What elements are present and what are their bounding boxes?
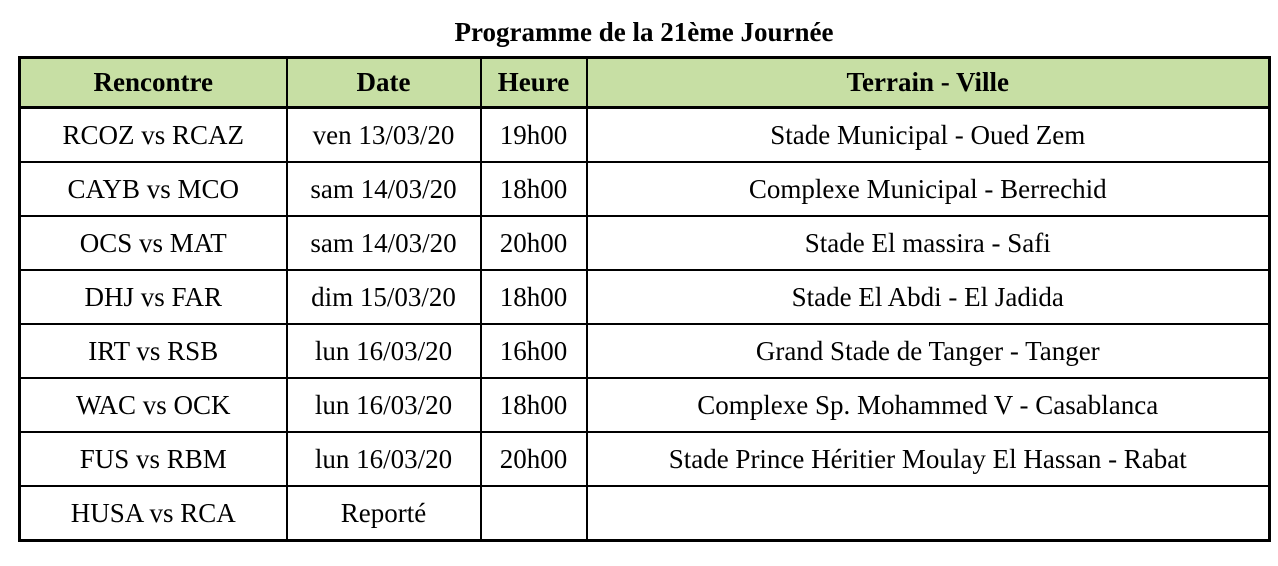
venue-cell: Stade Prince Héritier Moulay El Hassan - Rabat xyxy=(587,432,1270,486)
date-cell: Reporté xyxy=(287,486,481,541)
time-cell xyxy=(481,486,587,541)
venue-cell: Complexe Sp. Mohammed V - Casablanca xyxy=(587,378,1270,432)
date-cell: dim 15/03/20 xyxy=(287,270,481,324)
time-cell: 20h00 xyxy=(481,432,587,486)
schedule-table xyxy=(18,56,1271,542)
date-cell: lun 16/03/20 xyxy=(287,432,481,486)
table-row xyxy=(20,108,1270,163)
table-row xyxy=(20,378,1270,432)
match-cell: CAYB vs MCO xyxy=(20,162,287,216)
time-cell: 19h00 xyxy=(481,108,587,163)
time-cell: 18h00 xyxy=(481,270,587,324)
time-cell: 18h00 xyxy=(481,378,587,432)
match-cell: WAC vs OCK xyxy=(20,378,287,432)
page-title: Programme de la 21ème Journée xyxy=(454,17,834,47)
date-cell: ven 13/03/20 xyxy=(287,108,481,163)
venue-cell: Grand Stade de Tanger - Tanger xyxy=(587,324,1270,378)
date-cell: sam 14/03/20 xyxy=(287,216,481,270)
venue-cell xyxy=(587,486,1270,541)
date-cell: lun 16/03/20 xyxy=(287,324,481,378)
match-cell: RCOZ vs RCAZ xyxy=(20,108,287,163)
table-row xyxy=(20,270,1270,324)
table-row xyxy=(20,162,1270,216)
table-row xyxy=(20,486,1270,541)
venue-cell: Stade El Abdi - El Jadida xyxy=(587,270,1270,324)
match-cell: IRT vs RSB xyxy=(20,324,287,378)
match-cell: FUS vs RBM xyxy=(20,432,287,486)
table-row xyxy=(20,216,1270,270)
table-row xyxy=(20,432,1270,486)
column-header-date: Date xyxy=(287,58,481,108)
date-cell: sam 14/03/20 xyxy=(287,162,481,216)
match-cell: HUSA vs RCA xyxy=(20,486,287,541)
venue-cell: Complexe Municipal - Berrechid xyxy=(587,162,1270,216)
table-header-row xyxy=(20,58,1270,108)
time-cell: 18h00 xyxy=(481,162,587,216)
venue-cell: Stade El massira - Safi xyxy=(587,216,1270,270)
match-cell: OCS vs MAT xyxy=(20,216,287,270)
column-header-heure: Heure xyxy=(481,58,587,108)
column-header-rencontre: Rencontre xyxy=(20,58,287,108)
time-cell: 20h00 xyxy=(481,216,587,270)
time-cell: 16h00 xyxy=(481,324,587,378)
match-cell: DHJ vs FAR xyxy=(20,270,287,324)
date-cell: lun 16/03/20 xyxy=(287,378,481,432)
venue-cell: Stade Municipal - Oued Zem xyxy=(587,108,1270,163)
column-header-terrain-ville: Terrain - Ville xyxy=(587,58,1270,108)
table-row xyxy=(20,324,1270,378)
